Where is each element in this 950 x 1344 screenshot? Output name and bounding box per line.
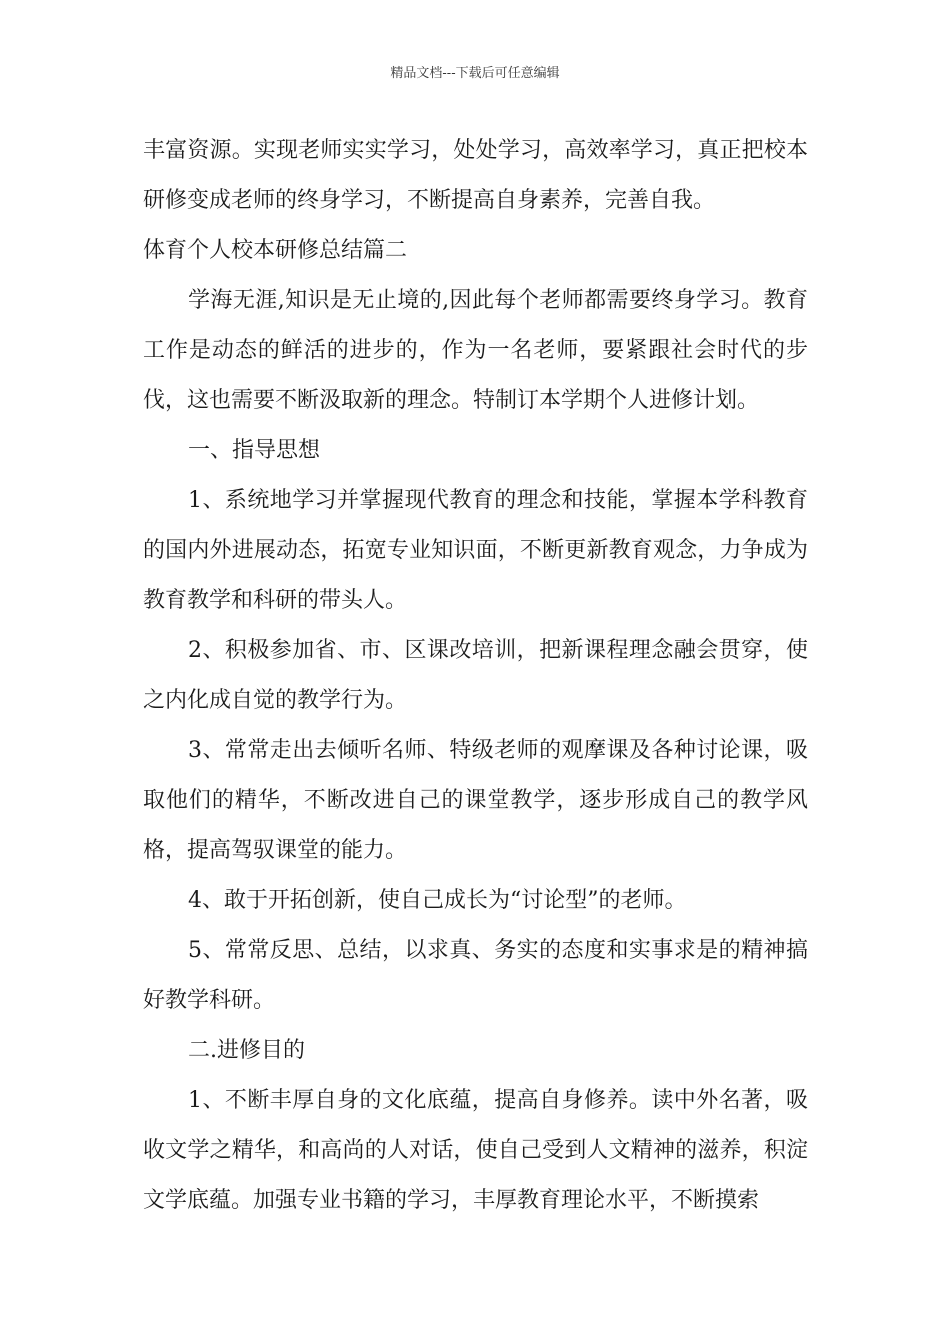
purpose-item-1: 1、不断丰厚自身的文化底蕴，提高自身修养。读中外名著，吸收文学之精华，和高尚的人对话，使自己受到人文精神的滋养，积淀文学底蕴。加强专业书籍的学习，丰厚教育理论水平，不断摸索 bbox=[143, 1088, 808, 1213]
list-item-4: 4、敢于开拓创新，使自己成长为“讨论型”的老师。 bbox=[188, 888, 687, 913]
list-item-3: 3、常常走出去倾听名师、特级老师的观摩课及各种讨论课，吸取他们的精华，不断改进自己的课堂教学，逐步形成自己的教学风格，提高驾驭课堂的能力。 bbox=[143, 738, 808, 863]
list-item-1: 1、系统地学习并掌握现代教育的理念和技能，掌握本学科教育的国内外进展动态，拓宽专业知识面，不断更新教育观念，力争成为教育教学和科研的带头人。 bbox=[143, 488, 808, 613]
section-title: 体育个人校本研修总结篇二 bbox=[143, 238, 408, 263]
paragraph-intro: 学海无涯,知识是无止境的,因此每个老师都需要终身学习。教育工作是动态的鲜活的进步的，作为一名老师，要紧跟社会时代的步伐，这也需要不断汲取新的理念。特制订本学期个人进修计划。 bbox=[143, 288, 808, 413]
heading-guiding-thought: 一、指导思想 bbox=[188, 438, 321, 463]
list-item-5: 5、常常反思、总结，以求真、务实的态度和实事求是的精神搞好教学科研。 bbox=[143, 938, 808, 1013]
document-body bbox=[143, 126, 808, 1226]
list-item-2: 2、积极参加省、市、区课改培训，把新课程理念融会贯穿，使之内化成自觉的教学行为。 bbox=[143, 638, 808, 713]
page-header: 精品文档---下载后可任意编辑 bbox=[390, 66, 560, 81]
heading-study-purpose: 二.进修目的 bbox=[188, 1038, 305, 1063]
paragraph-continuation: 丰富资源。实现老师实实学习，处处学习，高效率学习，真正把校本研修变成老师的终身学习，不断提高自身素养，完善自我。 bbox=[143, 138, 808, 213]
